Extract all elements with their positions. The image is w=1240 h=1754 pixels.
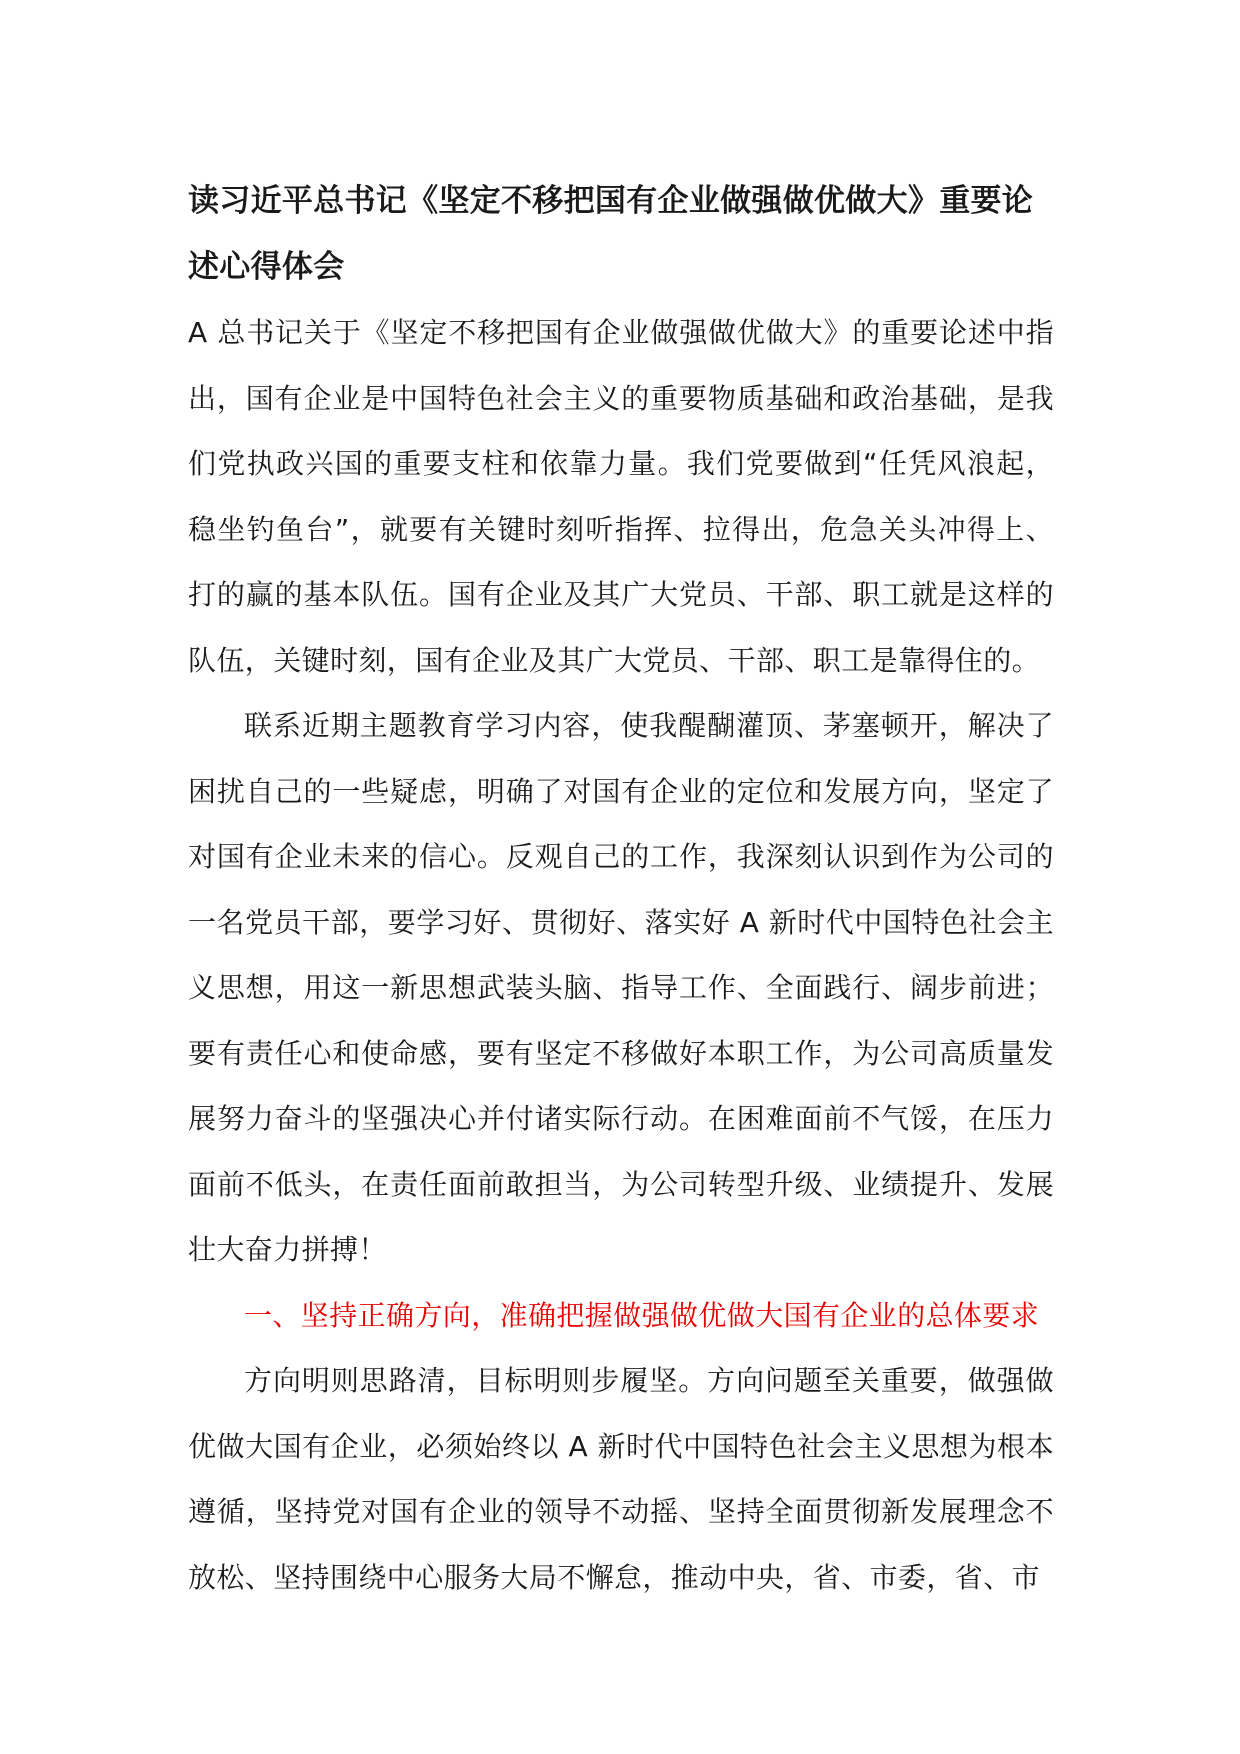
paragraph-1: A 总书记关于《坚定不移把国有企业做强做优做大》的重要论述中指出，国有企业是中国特色社会主义的重要物质基础和政治基础，是我们党执政兴国的重要支柱和依靠力量。我们党要做到“任凭风浪起，稳坐钓鱼台”，就要有关键时刻听指挥、拉得出，危急关头冲得上、打的赢的基本队伍。国有企业及其广大党员、干部、职工就是这样的队伍，关键时刻，国有企业及其广大党员、干部、职工是靠得住的。 bbox=[188, 316, 1054, 677]
paragraph-2: 联系近期主题教育学习内容，使我醍醐灌顶、茅塞顿开，解决了困扰自己的一些疑虑，明确了对国有企业的定位和发展方向，坚定了对国有企业未来的信心。反观自己的工作，我深刻认识到作为公司的一名党员干部，要学习好、贯彻好、落实好 A 新时代中国特色社会主义思想，用这一新思想武装头脑、指导工作、全面践行、阔步前进；要有责任心和使命感，要有坚定不移做好本职工作，为公司高质量发展努力奋斗的坚强决心并付诸实际行动。在困难面前不气馁，在压力面前不低头，在责任面前敢担当，为公司转型升级、业绩提升、发展壮大奋力拼搏！ bbox=[188, 709, 1054, 1266]
paragraph-3: 方向明则思路清，目标明则步履坚。方向问题至关重要，做强做优做大国有企业，必须始终以 A 新时代中国特色社会主义思想为根本遵循，坚持党对国有企业的领导不动摇、坚持全面贯彻新发展理念不放松、坚持围绕中心服务大局不懈怠，推动中央，省、市委，省、市 bbox=[188, 1364, 1054, 1594]
section-heading: 一、坚持正确方向，准确把握做强做优做大国有企业的总体要求 bbox=[244, 1298, 1040, 1332]
document-title: 读习近平总书记《坚定不移把国有企业做强做优做大》重要论述心得体会 bbox=[188, 183, 1034, 285]
document-page bbox=[188, 168, 1054, 1610]
